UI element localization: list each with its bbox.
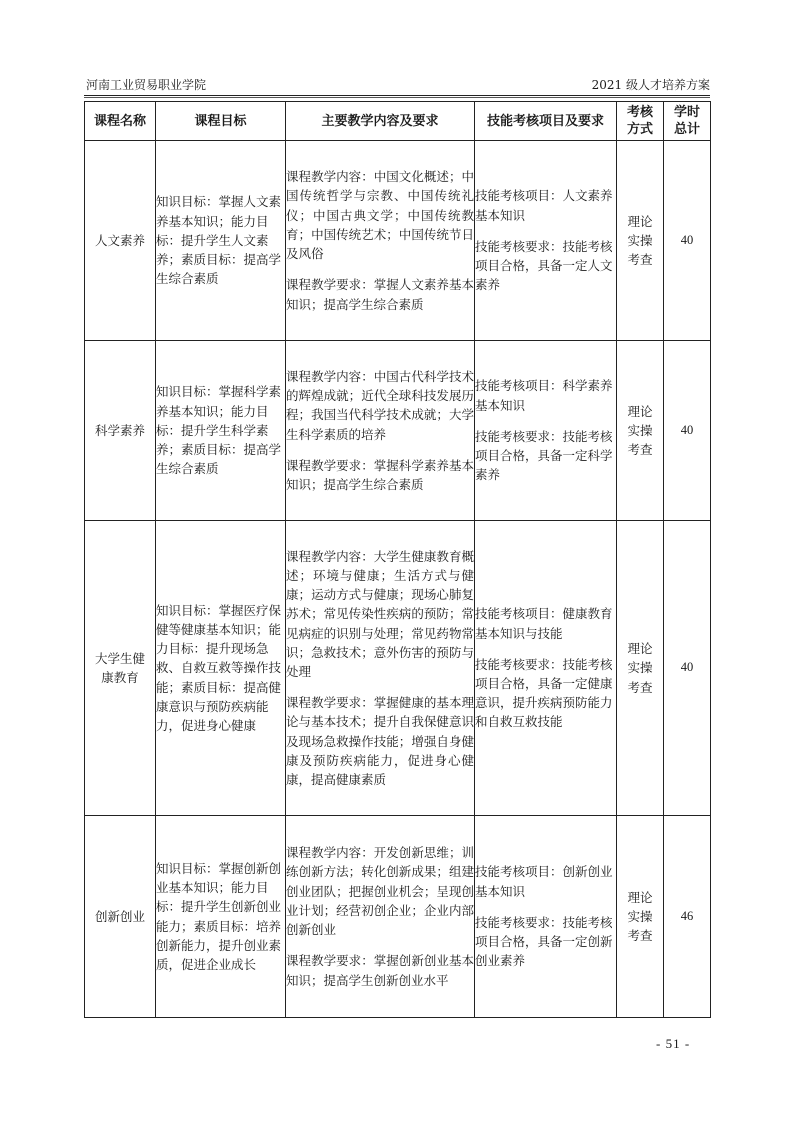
header-document-title: 2021 级人才培养方案 xyxy=(591,78,710,92)
header-rule-thin xyxy=(84,97,710,98)
skill-assessment-cell xyxy=(475,341,617,521)
table-row xyxy=(85,341,711,521)
assessment-method-cell xyxy=(617,521,664,816)
column-header-hours xyxy=(664,102,711,141)
method-line2: 实操 xyxy=(627,660,653,676)
skill-requirement-text: 技能考核要求：技能考核项目合格，具备一定创新创业素养 xyxy=(475,914,613,969)
method-line1: 理论 xyxy=(627,213,653,229)
method-line2: 实操 xyxy=(627,232,653,248)
course-goal-cell: 知识目标：掌握医疗保健等健康基本知识；能力目标：提升现场急救、自救互救等操作技能；素质目标：提高健康意识与预防疾病能力，促进身心健康 xyxy=(156,521,286,816)
teaching-content-cell xyxy=(286,341,475,521)
column-header-name: 课程名称 xyxy=(85,102,156,141)
course-name-line1: 大学生健 xyxy=(94,650,145,666)
teaching-content-cell xyxy=(286,521,475,816)
total-hours-cell: 40 xyxy=(664,521,711,816)
column-header-hours-line2: 总计 xyxy=(673,122,700,137)
course-goal-cell: 知识目标：掌握创新创业基本知识；能力目标：提升学生创新创业能力；素质目标：培养创新能力，提升创业素质，促进企业成长 xyxy=(156,816,286,1018)
page-number: - 51 - xyxy=(656,1036,691,1051)
teaching-content-text: 课程教学内容：中国文化概述；中国传统哲学与宗教、中国传统礼仪；中国古典文学；中国传统教育；中国传统艺术；中国传统节日及风俗 xyxy=(286,169,474,262)
skill-assessment-cell xyxy=(475,521,617,816)
skill-assessment-cell xyxy=(475,141,617,341)
teaching-content-cell xyxy=(286,816,475,1018)
teaching-requirement-text: 课程教学要求：掌握健康的基本理论与基本技术；提升自我保健意识及现场急救操作技能；增强自身健康及预防疾病能力，促进身心健康，提高健康素质 xyxy=(286,695,474,788)
method-line3: 考查 xyxy=(627,252,653,268)
skill-requirement-text: 技能考核要求：技能考核项目合格，具备一定人文素养 xyxy=(475,238,613,293)
method-line3: 考查 xyxy=(627,442,653,458)
assessment-method-cell xyxy=(617,141,664,341)
course-name-line2: 康教育 xyxy=(101,670,139,685)
assessment-method-cell xyxy=(617,816,664,1018)
method-line2: 实操 xyxy=(627,908,653,924)
teaching-requirement-text: 课程教学要求：掌握创新创业基本知识；提高学生创新创业水平 xyxy=(286,953,474,988)
skill-item-text: 技能考核项目：创新创业基本知识 xyxy=(475,864,613,899)
course-name-cell xyxy=(85,341,156,521)
column-header-method xyxy=(617,102,664,141)
curriculum-table xyxy=(84,101,711,1018)
teaching-content-text: 课程教学内容：大学生健康教育概述；环境与健康；生活方式与健康；运动方式与健康；现场心肺复苏术；常见传染性疾病的预防；常见病症的识别与处理；常见药物常识；急救技术；意外伤害的预防与处理 xyxy=(286,548,474,679)
table-header-row xyxy=(85,102,711,141)
skill-requirement-text: 技能考核要求：技能考核项目合格，具备一定科学素养 xyxy=(475,428,613,483)
method-line3: 考查 xyxy=(627,679,653,695)
skill-item-text: 技能考核项目：健康教育基本知识与技能 xyxy=(475,606,613,641)
method-line1: 理论 xyxy=(627,641,653,657)
course-name-line1: 创新创业 xyxy=(94,908,145,924)
header-rule xyxy=(84,95,710,96)
page-header xyxy=(84,76,710,96)
course-name-cell xyxy=(85,141,156,341)
teaching-content-text: 课程教学内容：中国古代科学技术的辉煌成就；近代全球科技发展历程；我国当代科学技术成就；大学生科学素质的培养 xyxy=(286,368,474,442)
column-header-skill: 技能考核项目及要求 xyxy=(475,102,617,141)
teaching-content-text: 课程教学内容：开发创新思维；训练创新方法；转化创新成果；组建创业团队；把握创业机会；呈现创业计划；经营初创企业；企业内部创新创业 xyxy=(286,845,474,938)
course-name-line1: 人文素养 xyxy=(94,232,145,248)
table-row xyxy=(85,521,711,816)
course-name-cell xyxy=(85,816,156,1018)
method-line3: 考查 xyxy=(627,928,653,944)
total-hours-cell: 40 xyxy=(664,141,711,341)
teaching-content-cell xyxy=(286,141,475,341)
course-name-line1: 科学素养 xyxy=(94,422,145,438)
method-line1: 理论 xyxy=(627,403,653,419)
total-hours-cell: 40 xyxy=(664,341,711,521)
column-header-hours-line1: 学时 xyxy=(673,105,700,120)
skill-item-text: 技能考核项目：人文素养基本知识 xyxy=(475,188,613,223)
column-header-method-line1: 考核 xyxy=(626,105,653,120)
course-goal-cell: 知识目标：掌握人文素养基本知识；能力目标：提升学生人文素养；素质目标：提高学生综合素质 xyxy=(156,141,286,341)
skill-item-text: 技能考核项目：科学素养基本知识 xyxy=(475,378,613,413)
header-institution: 河南工业贸易职业学院 xyxy=(86,78,207,92)
column-header-method-line2: 方式 xyxy=(626,122,653,137)
skill-requirement-text: 技能考核要求：技能考核项目合格，具备一定健康意识，提升疾病预防能力和自救互救技能 xyxy=(475,656,613,730)
table-row xyxy=(85,141,711,341)
column-header-content: 主要教学内容及要求 xyxy=(286,102,475,141)
table-row xyxy=(85,816,711,1018)
method-line1: 理论 xyxy=(627,889,653,905)
teaching-requirement-text: 课程教学要求：掌握科学素养基本知识；提高学生综合素质 xyxy=(286,457,474,492)
assessment-method-cell xyxy=(617,341,664,521)
teaching-requirement-text: 课程教学要求：掌握人文素养基本知识；提高学生综合素质 xyxy=(286,277,474,312)
method-line2: 实操 xyxy=(627,422,653,438)
skill-assessment-cell xyxy=(475,816,617,1018)
course-goal-cell: 知识目标：掌握科学素养基本知识；能力目标：提升学生科学素养；素质目标：提高学生综合素质 xyxy=(156,341,286,521)
total-hours-cell: 46 xyxy=(664,816,711,1018)
column-header-goal: 课程目标 xyxy=(156,102,286,141)
course-name-cell xyxy=(85,521,156,816)
